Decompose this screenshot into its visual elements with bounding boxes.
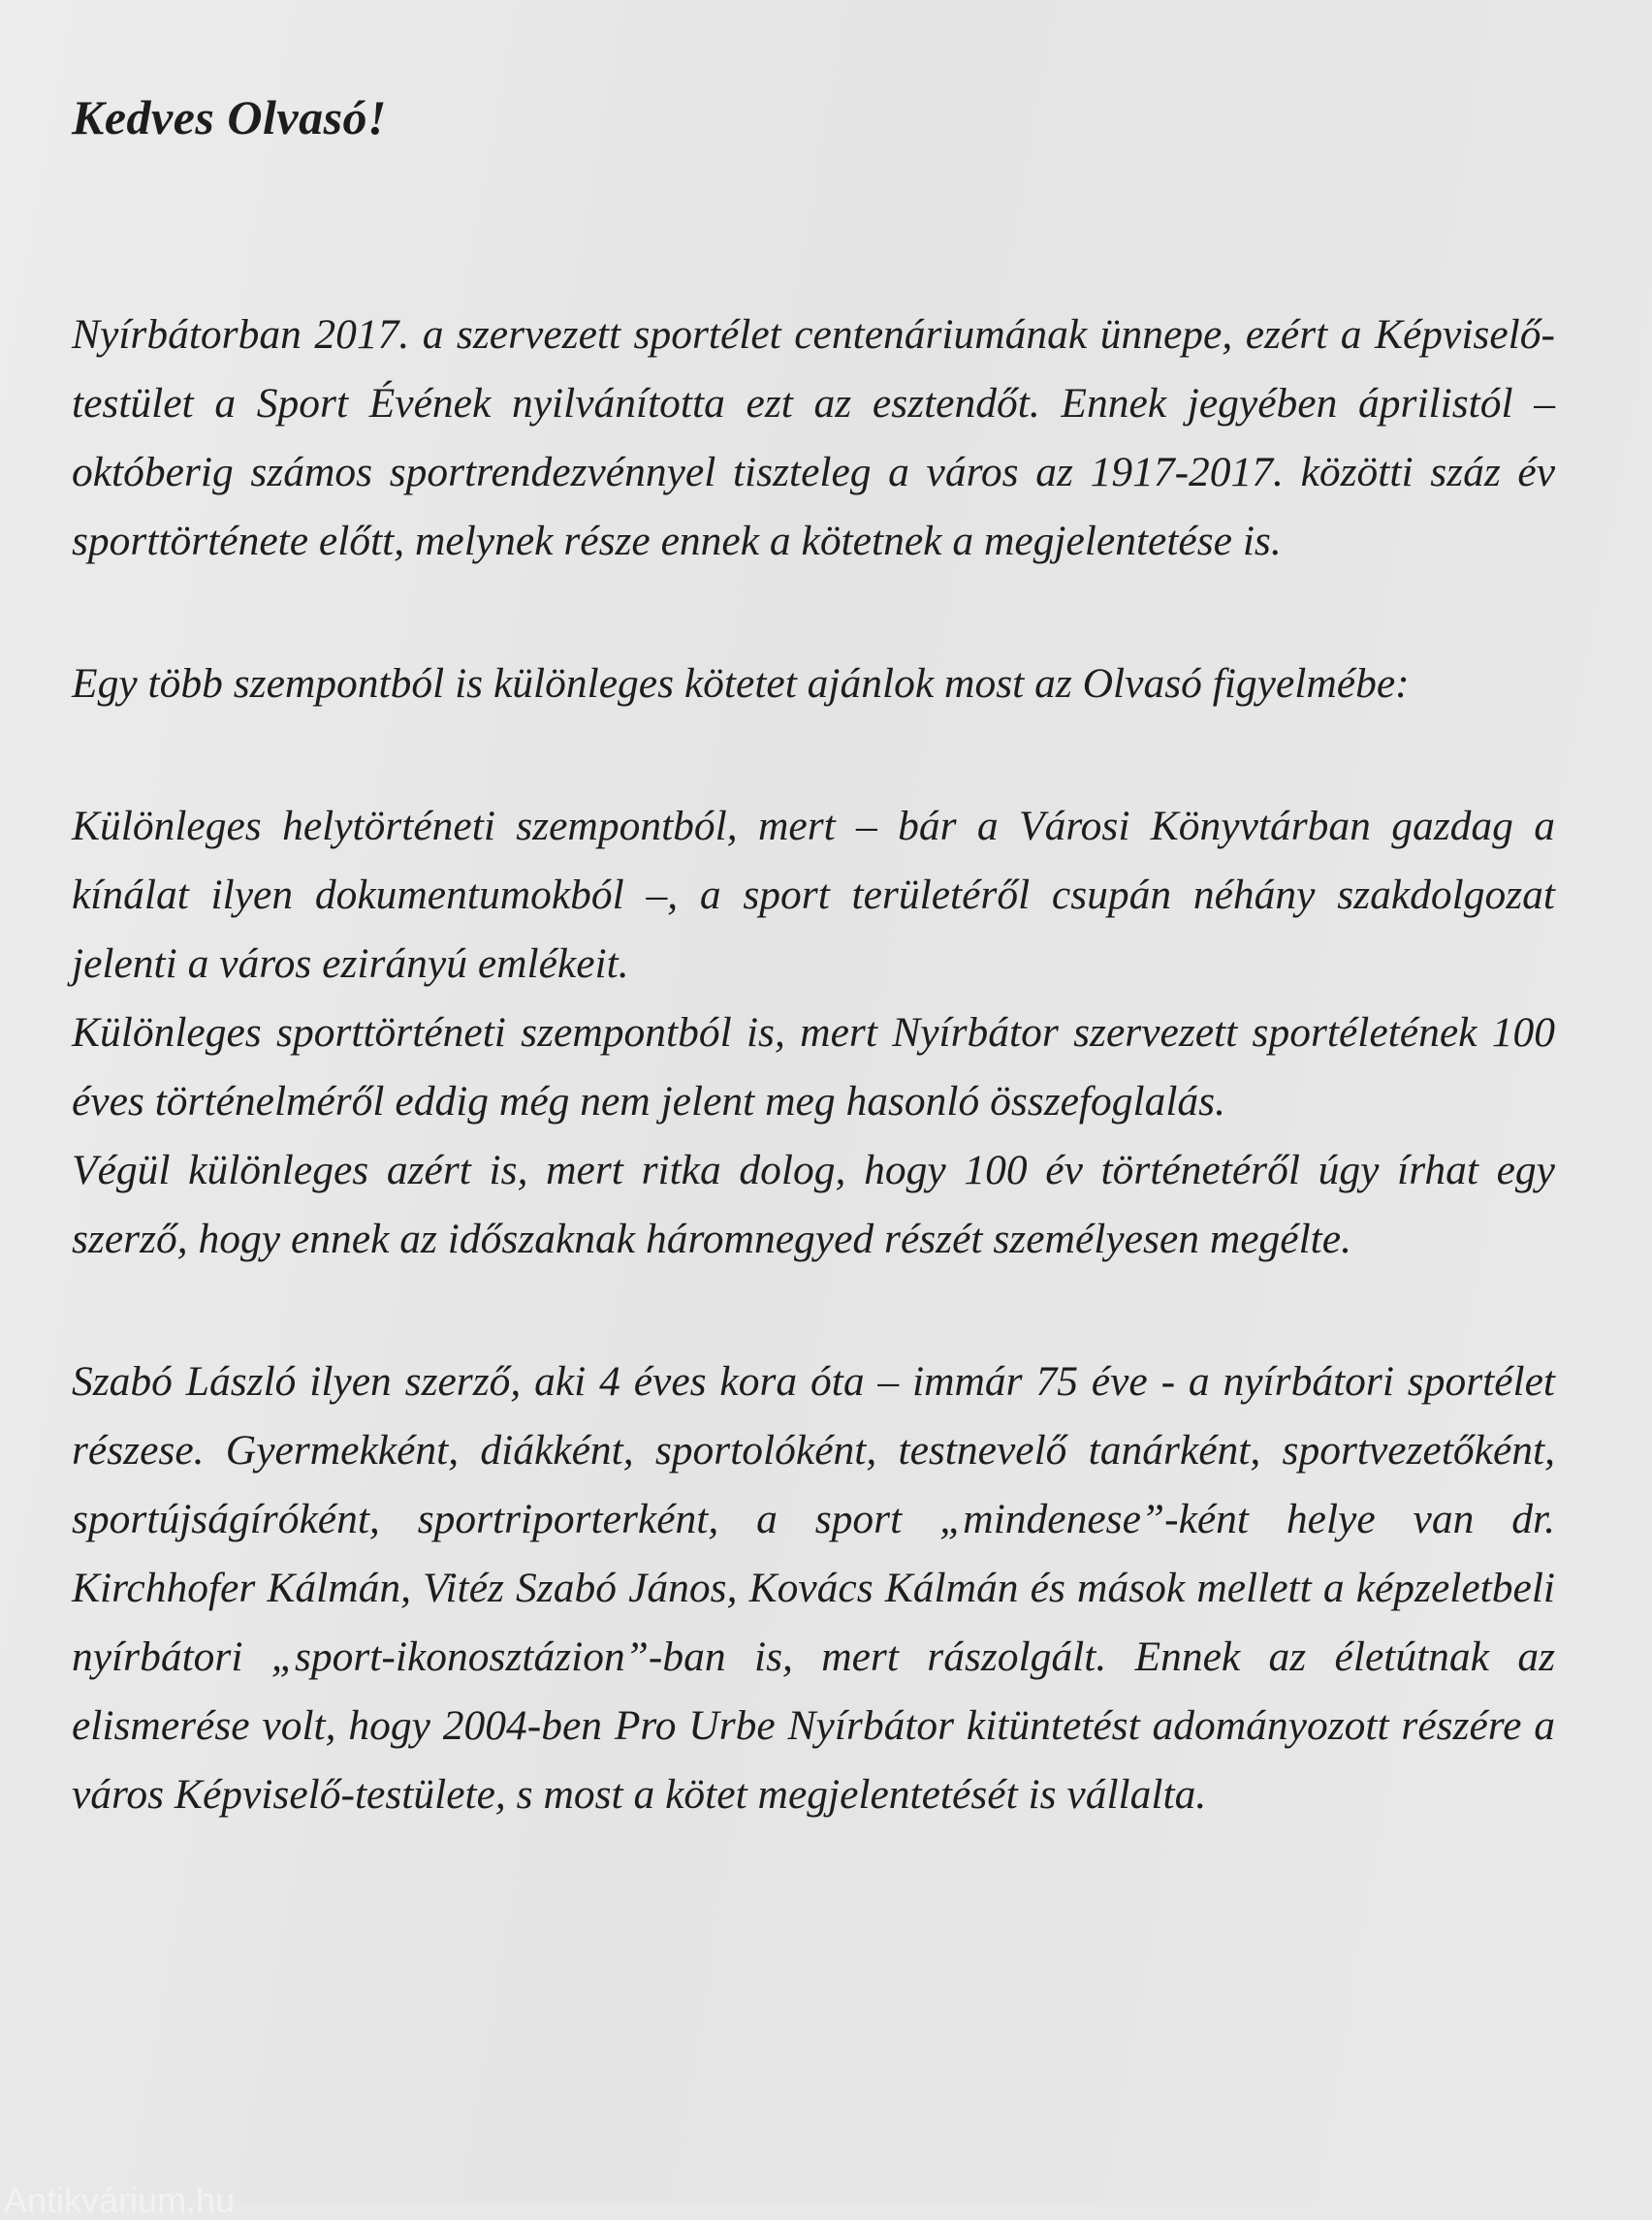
paragraph-spacer [72,1274,1555,1348]
letter-body [72,89,1555,1829]
paragraph-spacer [72,576,1555,650]
page-title: Kedves Olvasó! [72,90,387,144]
paragraph-author-lived: Végül különleges azért is, mert ritka dolog, hogy 100 év történetéről úgy írhat egy szerző, hogy ennek az időszaknak háromnegyed részét személyesen megélte. [72,1147,1555,1262]
paragraph-spacer [72,718,1555,792]
paragraph-intro: Nyírbátorban 2017. a szervezett sportélet centenáriumának ünnepe, ezért a Képviselő-testület a Sport Évének nyilvánította ezt az esztendőt. Ennek jegyében áprilistól – októberig számos sportrendezvénnyel tiszteleg a város az 1917-2017. közötti száz év sporttörténete előtt, melynek része ennek a kötetnek a megjelentetése is. [72,311,1555,564]
paragraph-sport-history: Különleges sporttörténeti szempontból is, mert Nyírbátor szervezett sportéletének 100 éves történelméről eddig még nem jelent meg hasonló összefoglalás. [72,1009,1555,1125]
watermark: Antikvárium.hu [4,2180,236,2220]
paragraph-author: Szabó László ilyen szerző, aki 4 éves kora óta – immár 75 éve - a nyírbátori sportélet részese. Gyermekként, diákként, sportolóként, testnevelő tanárként, sportvezetőként, sportújságíróként, sportriporterként, a sport „mindenese”-ként helye van dr. Kirchhofer Kálmán, Vitéz Szabó János, Kovács Kálmán és mások mellett a képzeletbeli nyírbátori „sport-ikonosztázion”-ban is, mert rászolgált. Ennek az életútnak az elismerése volt, hogy 2004-ben Pro Urbe Nyírbátor kitüntetést adományozott részére a város Képviselő-testülete, s most a kötet megjelentetését is vállalta. [72,1358,1555,1818]
paragraph-recommendation: Egy több szempontból is különleges kötetet ajánlok most az Olvasó figyelmébe: [72,660,1410,707]
paragraph-local-history: Különleges helytörténeti szempontból, mert – bár a Városi Könyvtárban gazdag a kínálat ilyen dokumentumokból –, a sport területéről csupán néhány szakdolgozat jelenti a város ezirányú emlékeit. [72,803,1555,987]
